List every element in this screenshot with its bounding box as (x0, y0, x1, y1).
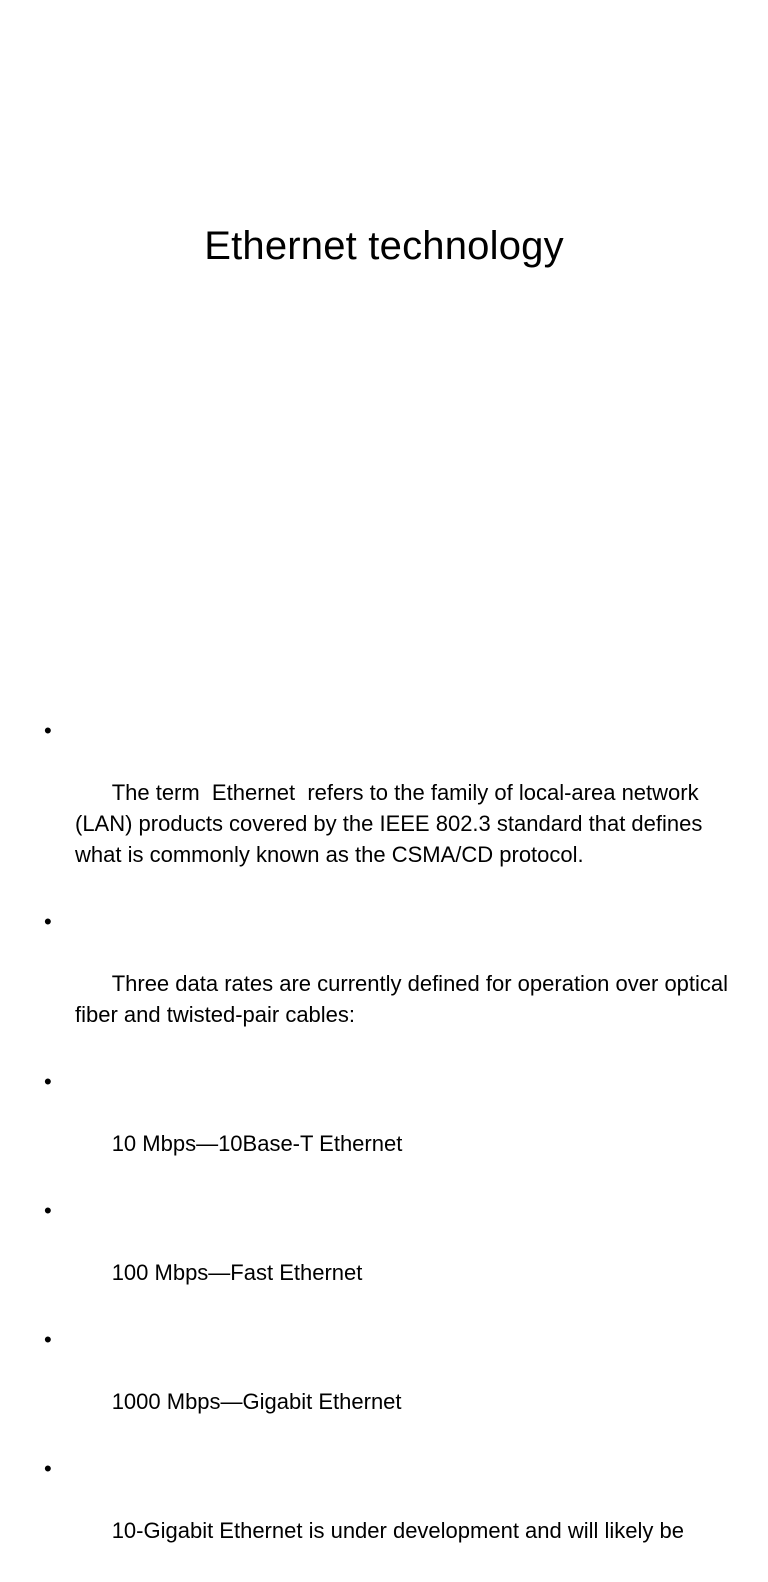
bullet-item (44, 906, 734, 1061)
bullet-dot-icon: • (44, 1327, 52, 1352)
bullet-text: The term Ethernet refers to the family of local-area network (LAN) products covered by the IEEE 802.3 standard that defines what is commonly known as the CSMA/CD protocol. (75, 780, 709, 867)
bullet-dot-icon: • (44, 718, 52, 743)
bullet-dot-icon: • (44, 909, 52, 934)
bullet-item (44, 1066, 734, 1190)
bullet-item (44, 1453, 734, 1577)
bullet-text: 10-Gigabit Ethernet is under development and will likely be (111, 1518, 685, 1543)
bullet-list (44, 715, 734, 1582)
bullet-text: 1000 Mbps—Gigabit Ethernet (111, 1389, 402, 1414)
slide-title: Ethernet technology (204, 224, 564, 268)
bullet-item (44, 1324, 734, 1448)
bullet-item (44, 715, 734, 901)
bullet-text: Three data rates are currently defined for operation over optical fiber and twisted-pair cables: (75, 971, 735, 1027)
bullet-dot-icon: • (44, 1456, 52, 1481)
bullet-text: 100 Mbps—Fast Ethernet (111, 1260, 363, 1285)
bullet-item (44, 1195, 734, 1319)
bullet-dot-icon: • (44, 1198, 52, 1223)
bullet-dot-icon: • (44, 1069, 52, 1094)
bullet-text: 10 Mbps—10Base-T Ethernet (111, 1131, 403, 1156)
